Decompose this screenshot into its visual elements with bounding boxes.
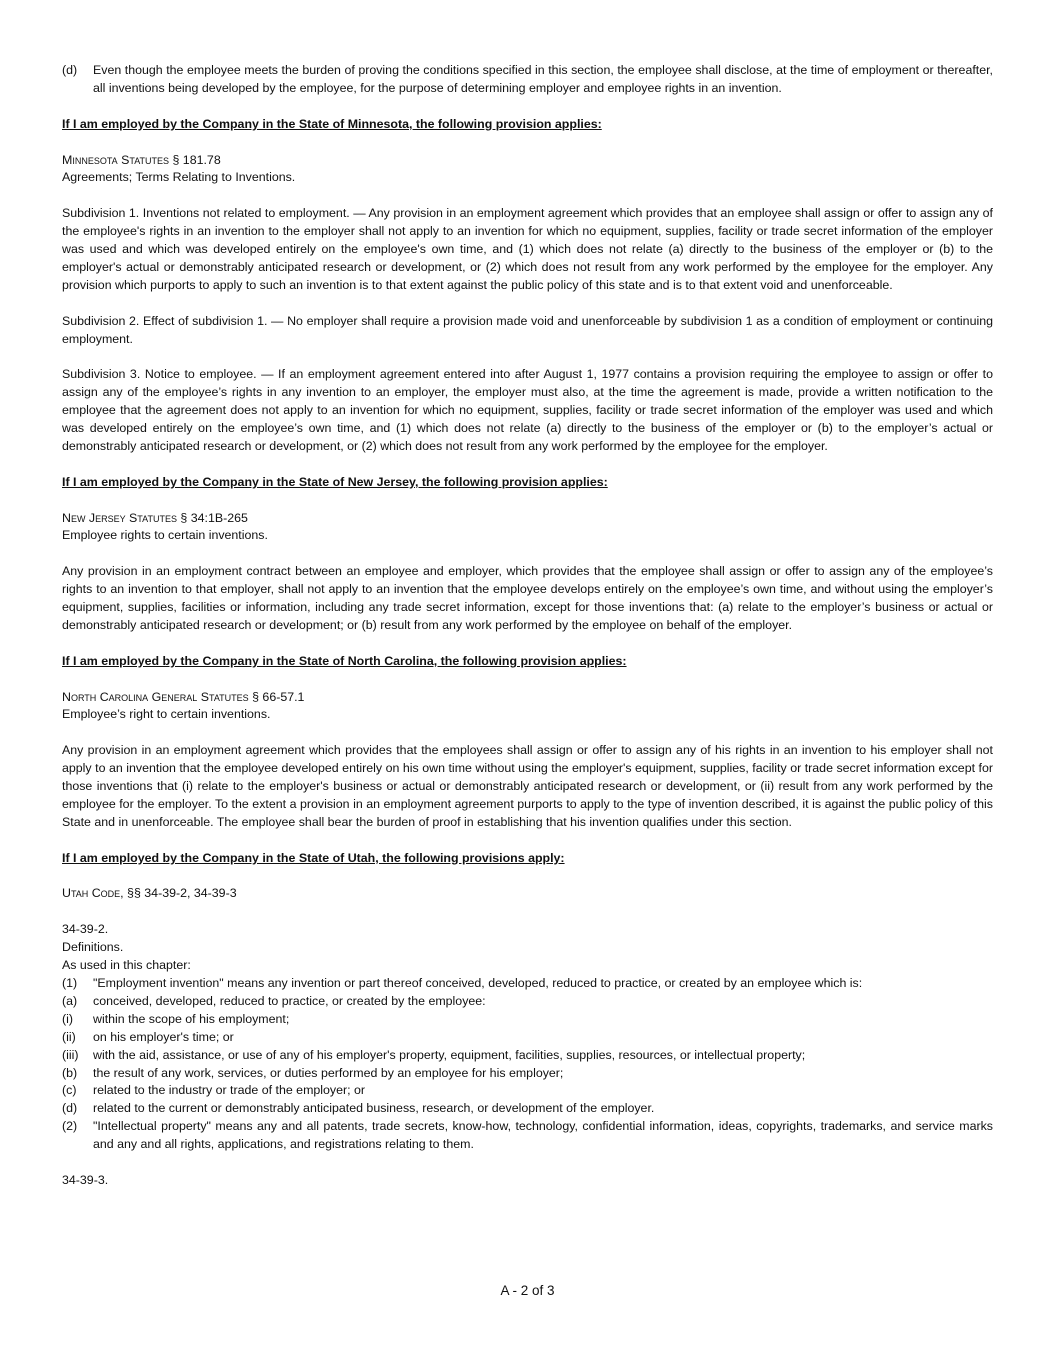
north-carolina-heading: If I am employed by the Company in the State of North Carolina, the following provision applies: (62, 653, 627, 668)
utah-section-34-39-2: 34-39-2. (62, 922, 109, 937)
list-item: (2) "Intellectual property" means any and all patents, trade secrets, know-how, technology, confidential information, ideas, copyrights, trademarks, and service marks and any and all rights, applications, and registrations relating to them. (62, 1119, 993, 1152)
paragraph-text: Even though the employee meets the burden of proving the conditions specified in this section, the employee shall disclose, at the time of employment or thereafter, all inventions being developed by the employee, for the purpose of determining employer and employee rights in an invention. (93, 63, 993, 95)
list-item: (ii) on his employer's time; or (62, 1029, 234, 1044)
north-carolina-title: Employee’s right to certain inventions. (62, 707, 271, 722)
minnesota-subdivision-3: Subdivision 3. Notice to employee. — If an employment agreement entered into after August 1, 1977 contains a provision requiring the employee to assign or offer to assign any of the employee’s rights in any invention to an employer, the employer must also, at the time the agreement is made, provide a written notification to the employee that the agreement does not apply to an invention for which no equipment, supplies, facility or trade secret information of the employer was used and which was developed entirely on the employee’s own time, and (1) which does not relate (a) directly to the business of the employer or (b) to the employer’s actual or demonstrably anticipated research or development, or (2) which does not result from any work performed by the employee for the employer. (62, 367, 993, 453)
utah-heading: If I am employed by the Company in the State of Utah, the following provisions apply: (62, 850, 565, 865)
north-carolina-body: Any provision in an employment agreement which provides that the employees shall assign or offer to assign any of his rights in an invention to his employer shall not apply to an invention that the employee developed entirely on his own time without using the employer's equipment, supplies, facility or trade secret information except for those inventions that (i) relate to the employer's business or actual or demonstrably anticipated research or development, or (ii) result from any work performed by the employee for the employer. To the extent a provision in an employment agreement purports to apply to the type of invention described, it is against the public policy of this State and in unenforceable. The employee shall bear the burden of proof in establishing that his invention qualifies under this section. (62, 743, 993, 829)
utah-statute: Utah Code, §§ 34-39-2, 34-39-3 (62, 886, 237, 901)
utah-section-34-39-3: 34-39-3. (62, 1172, 109, 1187)
minnesota-statute: Minnesota Statutes § 181.78 (62, 152, 221, 167)
new-jersey-statute: New Jersey Statutes § 34:1B-265 (62, 510, 248, 525)
list-item: (d) related to the current or demonstrably anticipated business, research, or development of the employer. (62, 1101, 655, 1116)
list-item: (b) the result of any work, services, or duties performed by an employee for his employer; (62, 1065, 564, 1080)
minnesota-heading: If I am employed by the Company in the State of Minnesota, the following provision applies: (62, 116, 602, 131)
utah-definitions-title: Definitions. (62, 940, 124, 955)
list-item: (1) "Employment invention" means any invention or part thereof conceived, developed, reduced to practice, or created by an employee which is: (62, 976, 863, 990)
north-carolina-statute: North Carolina General Statutes § 66-57.1 (62, 689, 305, 704)
new-jersey-heading: If I am employed by the Company in the State of New Jersey, the following provision applies: (62, 474, 608, 489)
list-item: (iii) with the aid, assistance, or use of any of his employer's property, equipment, facilities, supplies, resources, or intellectual property; (62, 1047, 806, 1062)
paragraph-label: (d) (62, 63, 78, 77)
minnesota-title: Agreements; Terms Relating to Inventions. (62, 170, 296, 185)
new-jersey-title: Employee rights to certain inventions. (62, 528, 268, 543)
minnesota-subdivision-1: Subdivision 1. Inventions not related to employment. — Any provision in an employment agreement which provides that an employee shall assign or offer to assign any of the employee's rights in an invention to the employer shall not apply to an invention for which no equipment, supplies, facility or trade secret information of the employer was used and which was developed entirely on the employee's own time, and (1) which does not relate (a) directly to the business of the employer or (b) to the employer's actual or demonstrably anticipated research or development, or (2) which does not result from any work performed by the employee for the employer. Any provision which purports to apply to such an invention is to that extent against the public policy of this state and is to that extent void and unenforceable. (62, 206, 993, 292)
list-item: (a) conceived, developed, reduced to practice, or created by the employee: (62, 993, 486, 1008)
new-jersey-body: Any provision in an employment contract between an employee and employer, which provides that the employee shall assign or offer to assign any of the employee’s rights to an invention to that employer, shall not apply to an invention that the employee develops entirely on the employee’s own time, and without using the employer’s equipment, supplies, facilities or information, including any trade secret information, except for those inventions that: (a) relate to the employer’s business or actual or demonstrably anticipated research or development; or (b) result from any work performed by the employee on behalf of the employer. (62, 564, 993, 632)
utah-as-used: As used in this chapter: (62, 958, 191, 973)
list-item: (c) related to the industry or trade of the employer; or (62, 1083, 366, 1098)
page-number: A - 2 of 3 (500, 1283, 555, 1298)
list-item: (i) within the scope of his employment; (62, 1011, 290, 1026)
paragraph-d (62, 62, 993, 98)
document-page (62, 62, 993, 1190)
minnesota-subdivision-2: Subdivision 2. Effect of subdivision 1. — No employer shall require a provision made void and unenforceable by subdivision 1 as a condition of employment or continuing employment. (62, 313, 993, 346)
